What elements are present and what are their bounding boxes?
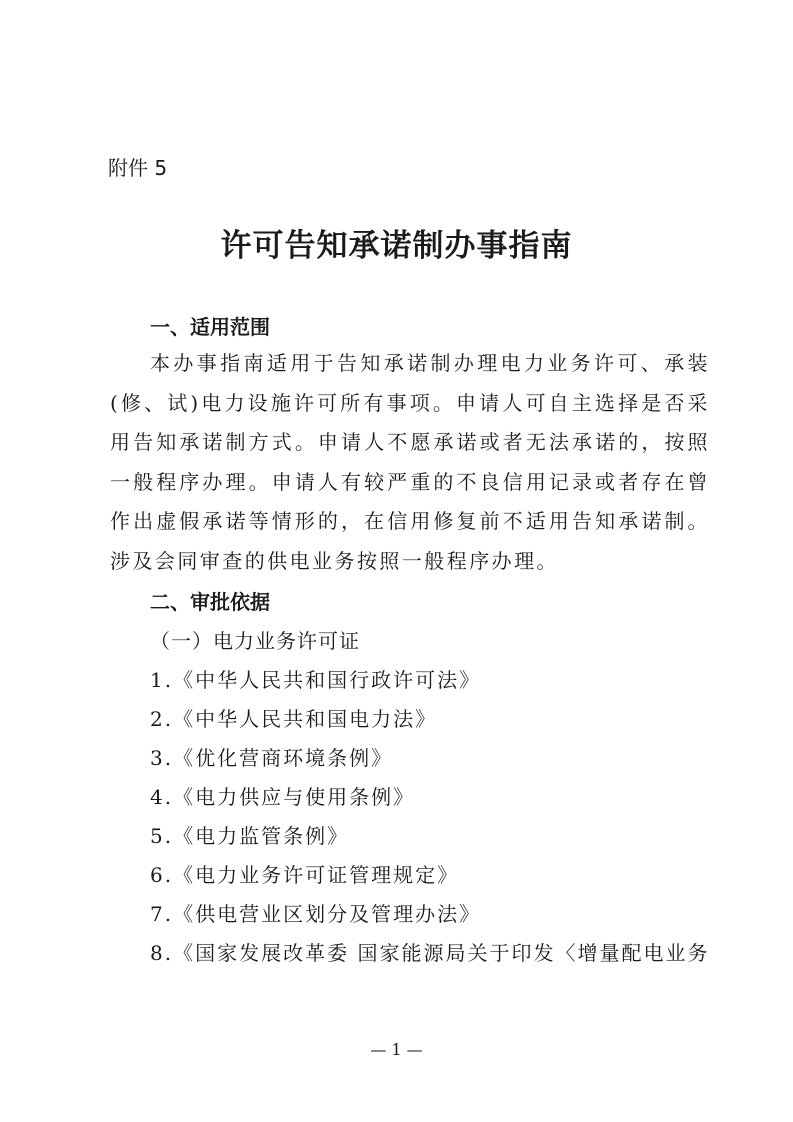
page-number: — 1 — — [370, 1040, 423, 1059]
attachment-label: 附件 5 — [108, 156, 168, 180]
basis-item: 4.《电力供应与使用条例》 — [150, 785, 416, 809]
subsection-heading-license: （一）电力业务许可证 — [150, 629, 360, 653]
basis-item: 2.《中华人民共和国电力法》 — [150, 707, 438, 731]
basis-item: 7.《供电营业区划分及管理办法》 — [150, 902, 482, 926]
basis-item: 3.《优化营商环境条例》 — [150, 746, 394, 770]
basis-item: 5.《电力监管条例》 — [150, 824, 350, 848]
basis-item: 1.《中华人民共和国行政许可法》 — [150, 668, 482, 692]
document-title: 许可告知承诺制办事指南 — [220, 228, 573, 264]
section-body-scope: 本办事指南适用于告知承诺制办理电力业务许可、承装(修、试)电力设施许可所有事项。申请人可自主选择是否采用告知承诺制方式。申请人不愿承诺或者无法承诺的，按照一般程序办理。申请人有较严重的不良信用记录或者存在曾作出虚假承诺等情形的，在信用修复前不适用告知承诺制。涉及会同审查的供电业务按照一般程序办理。 — [110, 351, 710, 573]
section-heading-scope: 一、适用范围 — [150, 315, 270, 339]
basis-item: 6.《电力业务许可证管理规定》 — [150, 863, 460, 887]
basis-item: 8.《国家发展改革委 国家能源局关于印发〈增量配电业务 — [150, 941, 710, 965]
section-heading-basis: 二、审批依据 — [150, 590, 270, 614]
